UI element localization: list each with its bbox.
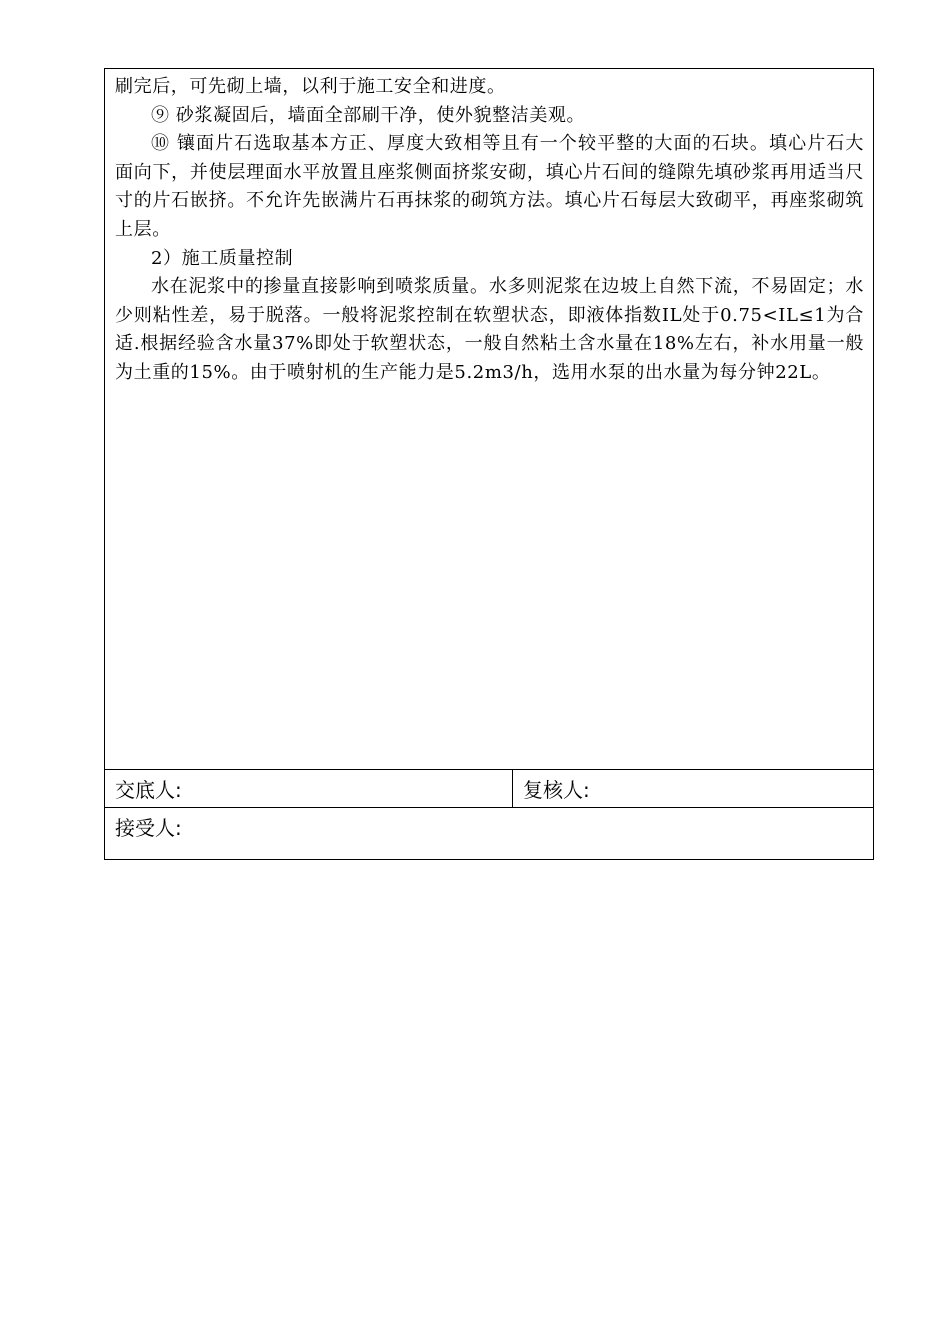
receiver-cell (105, 808, 873, 862)
paragraph-4: 水在泥浆中的掺量直接影响到喷浆质量。水多则泥浆在边坡上自然下流，不易固定；水少则粘性差，易于脱落。一般将泥浆控制在软塑状态，即液体指数IL处于0.75<IL≤1为合适.根据经验含水量37%即处于软塑状态，一般自然粘土含水量在18%左右，补水用量一般为土重的15%。由于喷射机的生产能力是5.2m3/h，选用水泵的出水量为每分钟22L。 (115, 276, 864, 383)
paragraph-3: ⑩ 镶面片石选取基本方正、厚度大致相等且有一个较平整的大面的石块。填心片石大面向下，并使层理面水平放置且座浆侧面挤浆安砌，填心片石间的缝隙先填砂浆再用适当尺寸的片石嵌挤。不允许先嵌满片石再抹浆的砌筑方法。填心片石每层大致砌平，再座浆砌筑上层。 (115, 133, 864, 240)
section-heading: 2）施工质量控制 (151, 247, 294, 269)
presenter-label: 交底人: (115, 778, 182, 802)
reviewer-cell (513, 770, 873, 808)
content-area (105, 69, 873, 769)
signature-row-2 (105, 807, 873, 862)
disclosure-form (104, 68, 874, 860)
paragraph-1: 刷完后，可先砌上墙，以利于施工安全和进度。 (115, 76, 506, 97)
signature-row-1 (105, 769, 873, 808)
reviewer-label: 复核人: (523, 778, 590, 802)
receiver-label: 接受人: (115, 816, 182, 840)
paragraph-2: ⑨ 砂浆凝固后，墙面全部刷干净，使外貌整洁美观。 (151, 104, 586, 126)
presenter-cell (105, 770, 513, 808)
